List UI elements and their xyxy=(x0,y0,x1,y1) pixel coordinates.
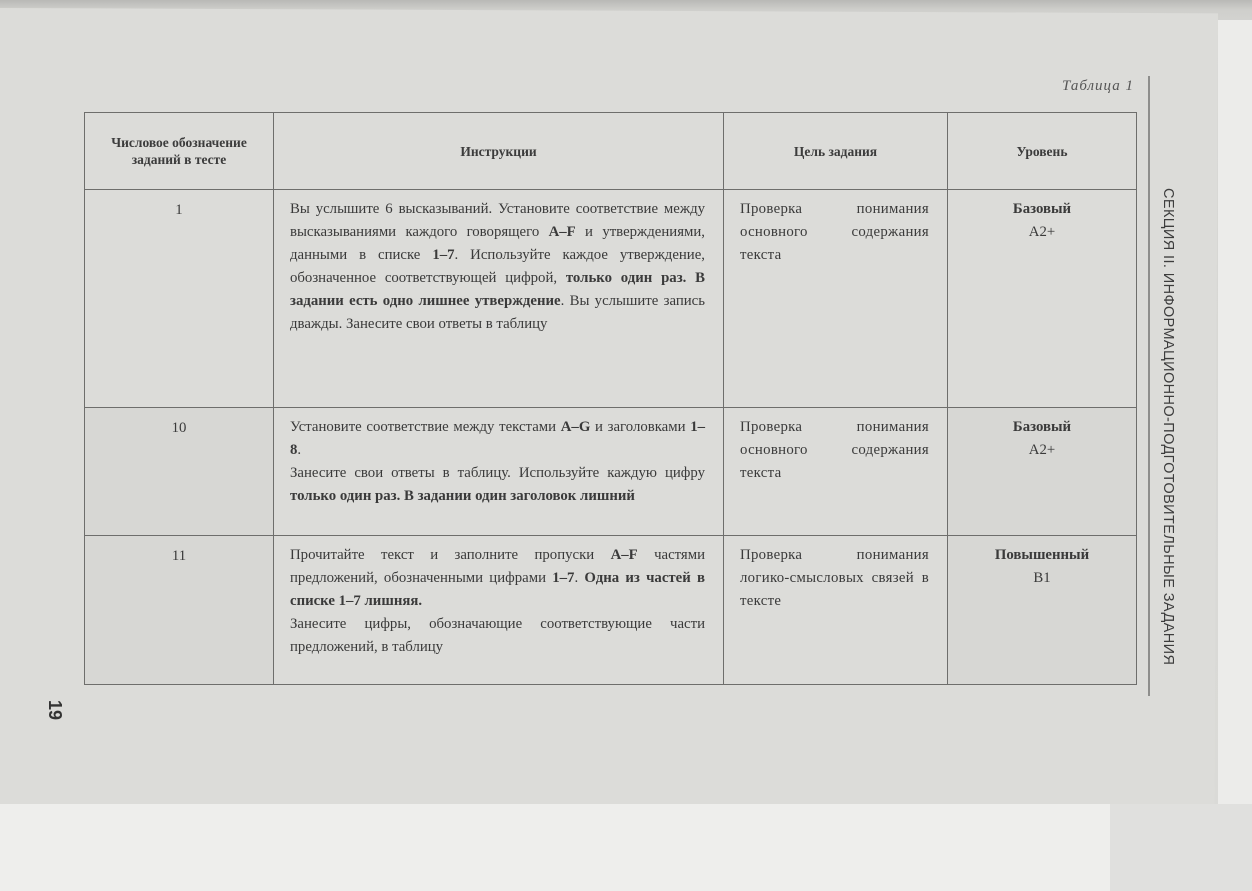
header-goal: Цель задания xyxy=(724,113,948,190)
task-level xyxy=(948,190,1137,408)
task-level xyxy=(948,536,1137,685)
header-level: Уровень xyxy=(948,113,1137,190)
level-name: Базовый xyxy=(1012,201,1072,217)
table-caption: Таблица 1 xyxy=(1062,78,1134,94)
task-level xyxy=(948,408,1137,536)
task-number: 10 xyxy=(85,408,274,536)
table-header-row xyxy=(85,113,1137,190)
table-row xyxy=(85,190,1137,408)
header-number: Числовое обозначение заданий в тесте xyxy=(85,113,274,190)
table-row xyxy=(85,408,1137,536)
task-goal: Проверка понимания основного содержания текста xyxy=(724,408,948,536)
task-goal: Проверка понимания логико-смысловых связей в тексте xyxy=(724,536,948,685)
task-goal: Проверка понимания основного содержания текста xyxy=(724,190,948,408)
task-number: 1 xyxy=(85,190,274,408)
page-fold xyxy=(1110,804,1252,891)
margin-rule xyxy=(1148,76,1150,696)
page-number: 19 xyxy=(45,700,65,721)
tasks-table xyxy=(84,112,1137,685)
page-edge xyxy=(1218,20,1252,820)
section-running-title: СЕКЦИЯ II. ИНФОРМАЦИОННО-ПОДГОТОВИТЕЛЬНЫЕ ЗАДАНИЯ xyxy=(1160,188,1176,666)
header-instructions: Инструкции xyxy=(274,113,724,190)
level-name: Базовый xyxy=(1012,419,1072,435)
level-name: Повышенный xyxy=(994,547,1090,563)
task-instructions: Вы услышите 6 высказываний. Установите соответствие между высказываниями каждого говорящего A–F и утверждениями, данными в списке 1–7. Используйте каждое утверждение, обозначенное соответствующей цифрой, только один раз. В задании есть одно лишнее утверждение. Вы услышите запись дважды. Занесите свои ответы в таблицу xyxy=(274,190,724,408)
task-instructions: Установите соответствие между текстами A–G и заголовками 1–8. Занесите свои ответы в таблицу. Используйте каждую цифру только один раз. В задании один заголовок лишний xyxy=(274,408,724,536)
table-row xyxy=(85,536,1137,685)
task-number: 11 xyxy=(85,536,274,685)
task-instructions: Прочитайте текст и заполните пропуски A–F частями предложений, обозначенными цифрами 1–7. Одна из частей в списке 1–7 лишняя. Занесите цифры, обозначающие соответствующие части предложений, в таблицу xyxy=(274,536,724,685)
level-code: B1 xyxy=(1033,570,1051,586)
level-code: A2+ xyxy=(1028,442,1056,458)
scanner-margin xyxy=(0,804,1252,891)
level-code: A2+ xyxy=(1028,224,1056,240)
